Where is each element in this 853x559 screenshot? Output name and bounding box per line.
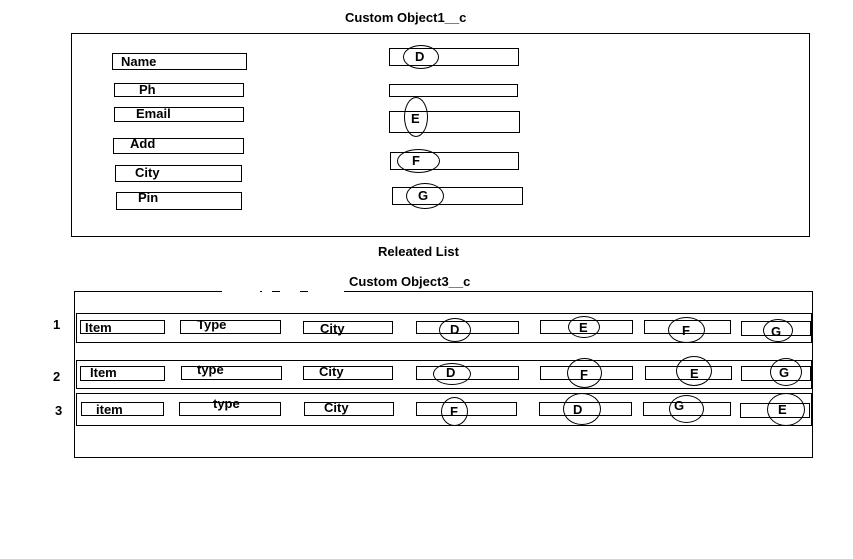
cell-label: E [690, 366, 699, 381]
name-label: Name [121, 54, 157, 69]
cell-label: D [573, 402, 583, 417]
frame-gap [308, 289, 344, 293]
cell-label: F [682, 323, 690, 338]
cell-label: E [579, 320, 588, 335]
email-label: Email [136, 106, 171, 121]
frame-gap [222, 289, 260, 293]
pin-field [116, 192, 242, 210]
value-label-e: E [411, 111, 420, 126]
cell-label: F [450, 404, 458, 419]
row-number: 1 [53, 317, 61, 332]
value-label-g: G [418, 188, 429, 203]
cell-label: City [324, 400, 349, 415]
cell-label: Item [90, 365, 117, 380]
value-label-d: D [415, 49, 425, 64]
cell-label: type [197, 362, 224, 377]
related-object-title: Custom Object3__c [349, 274, 471, 289]
ph-label: Ph [139, 82, 156, 97]
ph-field [114, 83, 244, 97]
cell-label: G [779, 365, 790, 380]
cell-label: Item [85, 320, 112, 335]
cell-label: G [674, 398, 685, 413]
pin-label: Pin [138, 190, 159, 205]
frame-gap [262, 289, 272, 293]
row-number: 2 [53, 369, 61, 384]
city-label: City [135, 165, 160, 180]
cell-label: item [96, 402, 123, 417]
cell-label: City [319, 364, 344, 379]
add-label: Add [130, 136, 156, 151]
row-number: 3 [55, 403, 63, 418]
related-list-heading: Releated List [378, 244, 459, 259]
cell-label: G [771, 324, 782, 339]
cell-box [180, 317, 281, 334]
frame-gap [280, 289, 300, 293]
cell-label: type [213, 396, 240, 411]
value-label-f: F [412, 153, 420, 168]
cell-box [304, 402, 394, 416]
cell-box [303, 366, 393, 380]
value-field-ph [389, 84, 518, 97]
cell-box [303, 321, 393, 334]
cell-label: City [320, 321, 345, 336]
cell-label: F [580, 367, 588, 382]
cell-label: Type [197, 317, 227, 332]
email-field [114, 107, 244, 122]
cell-label: D [450, 322, 460, 337]
page-title: Custom Object1__c [345, 10, 467, 25]
cell-label: E [778, 402, 787, 417]
cell-label: D [446, 365, 456, 380]
